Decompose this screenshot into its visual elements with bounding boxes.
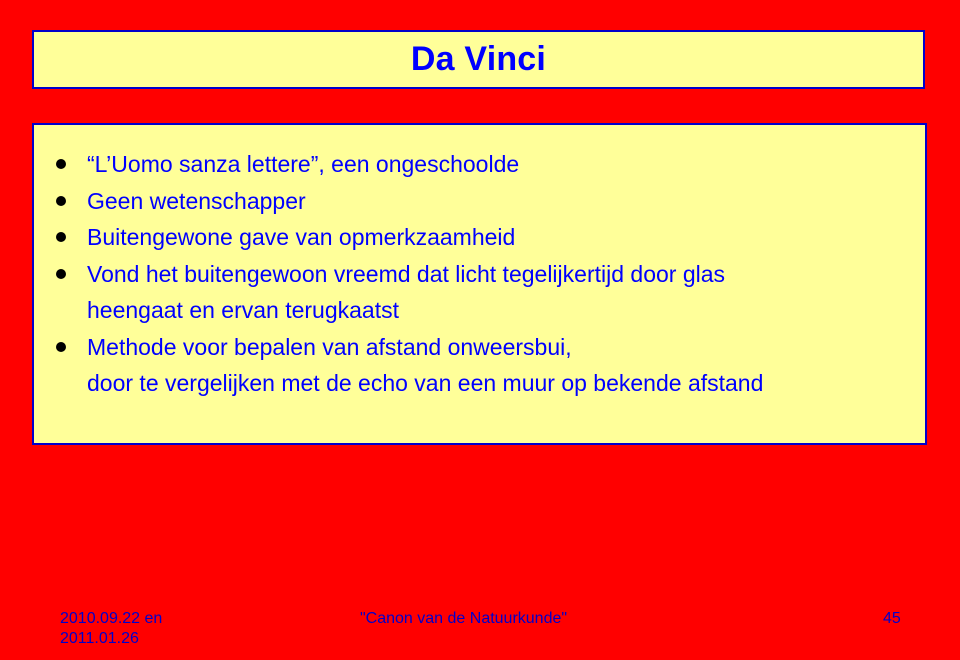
bullet-item — [52, 183, 925, 220]
bullet-dot-icon — [56, 342, 66, 352]
footer-date-line-1: 2010.09.22 en — [60, 610, 163, 627]
bullet-text-line-1: Methode voor bepalen van afstand onweersbui, — [87, 333, 572, 360]
bullet-dot-icon — [56, 196, 66, 206]
content-box — [32, 123, 927, 445]
bullet-text-line-2: heengaat en ervan terugkaatst — [87, 297, 400, 323]
bullet-item — [52, 329, 925, 402]
footer-date-line-2: 2011.01.26 — [60, 630, 139, 647]
bullet-text-line-2: door te vergelijken met de echo van een muur op bekende afstand — [87, 370, 764, 396]
bullet-item — [52, 256, 925, 329]
bullet-text: “L’Uomo sanza lettere”, een ongeschoolde — [87, 151, 520, 177]
footer-date — [60, 609, 210, 649]
slide-title: Da Vinci — [410, 40, 547, 78]
bullet-text: Buitengewone gave van opmerkzaamheid — [87, 224, 516, 250]
bullet-text-line-1: Vond het buitengewoon vreemd dat licht tegelijkertijd door glas — [87, 260, 726, 287]
footer-title: "Canon van de Natuurkunde" — [360, 610, 568, 627]
title-box — [32, 30, 925, 89]
bullet-text: Geen wetenschapper — [87, 187, 306, 214]
bullet-item — [52, 146, 925, 183]
bullet-dot-icon — [56, 159, 66, 169]
bullet-item — [52, 219, 925, 256]
bullet-dot-icon — [56, 232, 66, 242]
bullet-dot-icon — [56, 269, 66, 279]
bullet-list — [52, 146, 925, 402]
footer-page-number: 45 — [883, 610, 901, 627]
